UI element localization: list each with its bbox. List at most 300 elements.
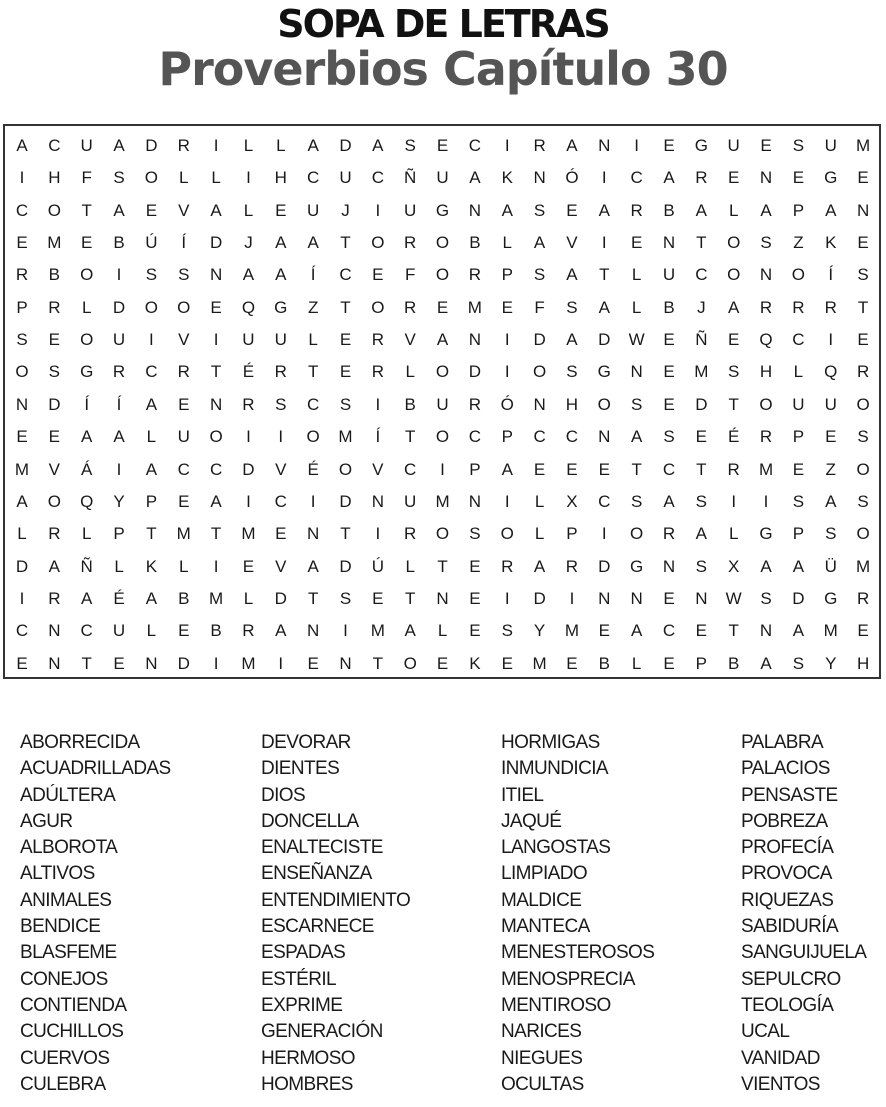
grid-letter[interactable]: N — [209, 394, 223, 414]
grid-letter[interactable]: R — [662, 524, 676, 544]
grid-letter[interactable]: D — [598, 556, 611, 576]
grid-letter[interactable]: E — [339, 362, 352, 382]
grid-letter[interactable]: O — [371, 297, 385, 317]
grid-letter[interactable]: A — [113, 200, 125, 220]
grid-letter[interactable]: D — [145, 136, 158, 155]
grid-letter[interactable]: S — [760, 588, 772, 608]
grid-letter[interactable]: Ú — [145, 233, 158, 253]
grid-letter[interactable]: E — [663, 394, 675, 414]
grid-letter[interactable]: E — [436, 297, 449, 317]
grid-letter[interactable]: N — [48, 621, 61, 641]
grid-letter[interactable]: D — [533, 588, 546, 608]
grid-letter[interactable]: A — [81, 588, 93, 608]
grid-letter[interactable]: N — [695, 588, 708, 608]
grid-letter[interactable]: O — [338, 459, 353, 479]
grid-letter[interactable]: L — [534, 491, 545, 511]
grid-letter[interactable]: T — [307, 362, 319, 382]
grid-letter[interactable]: L — [308, 330, 318, 350]
grid-letter[interactable]: I — [828, 330, 834, 350]
grid-letter[interactable]: U — [824, 136, 837, 155]
grid-letter[interactable]: O — [630, 524, 644, 544]
grid-letter[interactable]: N — [468, 491, 482, 511]
grid-letter[interactable]: D — [15, 556, 29, 576]
grid-letter[interactable]: O — [15, 362, 29, 382]
grid-letter[interactable]: J — [244, 233, 253, 253]
grid-letter[interactable]: L — [114, 556, 124, 576]
grid-letter[interactable]: U — [824, 394, 837, 414]
grid-letter[interactable]: U — [307, 200, 320, 220]
grid-letter[interactable]: E — [663, 653, 675, 673]
grid-letter[interactable]: E — [857, 621, 869, 641]
grid-letter[interactable]: N — [759, 168, 773, 188]
grid-letter[interactable]: A — [825, 200, 837, 220]
grid-letter[interactable]: N — [145, 653, 158, 673]
grid-letter[interactable]: P — [501, 427, 513, 447]
grid-letter[interactable]: S — [630, 394, 643, 414]
grid-letter[interactable]: R — [501, 556, 514, 576]
grid-letter[interactable]: N — [209, 265, 223, 285]
grid-letter[interactable]: Z — [793, 233, 804, 253]
grid-letter[interactable]: D — [339, 491, 352, 511]
grid-letter[interactable]: S — [275, 394, 287, 414]
grid-letter[interactable]: R — [630, 200, 643, 220]
grid-letter[interactable]: L — [276, 136, 286, 155]
grid-letter[interactable]: K — [825, 233, 837, 253]
grid-letter[interactable]: U — [112, 621, 126, 641]
grid-letter[interactable]: Ñ — [80, 556, 93, 576]
grid-letter[interactable]: A — [598, 200, 610, 220]
grid-letter[interactable]: R — [177, 362, 190, 382]
grid-letter[interactable]: U — [242, 330, 255, 350]
grid-letter[interactable]: K — [145, 556, 158, 576]
grid-letter[interactable]: M — [241, 524, 256, 544]
grid-letter[interactable]: B — [210, 621, 222, 641]
grid-letter[interactable]: M — [758, 459, 774, 479]
grid-letter[interactable]: I — [601, 233, 607, 253]
grid-letter[interactable]: Ñ — [695, 330, 708, 350]
grid-letter[interactable]: E — [436, 136, 449, 155]
grid-letter[interactable]: P — [792, 427, 805, 447]
grid-letter[interactable]: C — [209, 459, 223, 479]
grid-letter[interactable]: A — [566, 330, 578, 350]
grid-letter[interactable]: A — [501, 459, 513, 479]
grid-letter[interactable]: I — [601, 168, 607, 188]
grid-letter[interactable]: S — [663, 427, 675, 447]
grid-letter[interactable]: N — [598, 588, 611, 608]
grid-letter[interactable]: A — [663, 168, 675, 188]
grid-letter[interactable]: E — [792, 459, 805, 479]
grid-letter[interactable]: T — [210, 362, 222, 382]
grid-letter[interactable]: C — [371, 168, 384, 188]
grid-letter[interactable]: Í — [375, 427, 381, 447]
grid-letter[interactable]: E — [566, 459, 578, 479]
grid-letter[interactable]: C — [15, 200, 29, 220]
grid-letter[interactable]: P — [792, 524, 805, 544]
grid-letter[interactable]: A — [145, 394, 158, 414]
grid-letter[interactable]: E — [469, 556, 481, 576]
grid-letter[interactable]: M — [435, 491, 450, 511]
grid-letter[interactable]: A — [145, 459, 158, 479]
grid-letter[interactable]: E — [663, 136, 675, 155]
grid-letter[interactable]: C — [177, 459, 190, 479]
grid-letter[interactable]: T — [210, 524, 222, 544]
grid-letter[interactable]: É — [728, 427, 740, 447]
grid-letter[interactable]: L — [631, 653, 642, 673]
grid-letter[interactable]: R — [792, 297, 805, 317]
grid-letter[interactable]: O — [144, 297, 158, 317]
grid-letter[interactable]: I — [246, 168, 251, 188]
grid-letter[interactable]: N — [468, 200, 482, 220]
grid-letter[interactable]: Í — [116, 394, 122, 414]
grid-letter[interactable]: G — [759, 524, 773, 544]
grid-letter[interactable]: H — [48, 168, 61, 188]
grid-letter[interactable]: E — [792, 168, 805, 188]
grid-letter[interactable]: V — [372, 459, 384, 479]
grid-letter[interactable]: I — [149, 330, 154, 350]
grid-letter[interactable]: X — [566, 491, 578, 511]
grid-letter[interactable]: B — [598, 653, 610, 673]
grid-letter[interactable]: T — [696, 233, 707, 253]
grid-letter[interactable]: A — [566, 265, 578, 285]
grid-letter[interactable]: A — [792, 556, 805, 576]
grid-letter[interactable]: E — [178, 621, 190, 641]
grid-letter[interactable]: M — [176, 524, 191, 544]
grid-letter[interactable]: S — [857, 265, 869, 285]
grid-letter[interactable]: V — [275, 556, 287, 576]
grid-letter[interactable]: E — [501, 653, 513, 673]
grid-letter[interactable]: D — [792, 588, 805, 608]
grid-letter[interactable]: U — [274, 330, 287, 350]
grid-letter[interactable]: A — [436, 330, 449, 350]
grid-letter[interactable]: S — [825, 524, 837, 544]
grid-letter[interactable]: R — [242, 394, 255, 414]
grid-letter[interactable]: C — [15, 621, 29, 641]
grid-letter[interactable]: Q — [824, 362, 838, 382]
grid-letter[interactable]: C — [533, 427, 546, 447]
grid-letter[interactable]: H — [759, 362, 773, 382]
grid-letter[interactable]: A — [728, 297, 740, 317]
grid-letter[interactable]: E — [501, 297, 513, 317]
grid-letter[interactable]: Y — [113, 491, 125, 511]
grid-letter[interactable]: O — [856, 524, 870, 544]
grid-letter[interactable]: A — [598, 297, 610, 317]
grid-letter[interactable]: S — [792, 491, 805, 511]
grid-letter[interactable]: Y — [825, 653, 837, 673]
grid-letter[interactable]: N — [307, 621, 320, 641]
grid-letter[interactable]: O — [177, 297, 191, 317]
grid-letter[interactable]: I — [116, 459, 122, 479]
grid-letter[interactable]: R — [533, 136, 546, 155]
grid-letter[interactable]: R — [468, 265, 482, 285]
grid-letter[interactable]: M — [564, 621, 580, 641]
grid-letter[interactable]: S — [566, 297, 578, 317]
grid-letter[interactable]: V — [566, 233, 578, 253]
grid-letter[interactable]: E — [469, 588, 481, 608]
grid-letter[interactable]: L — [179, 556, 189, 576]
grid-letter[interactable]: E — [760, 136, 772, 155]
grid-letter[interactable]: L — [405, 362, 415, 382]
grid-letter[interactable]: I — [246, 427, 251, 447]
grid-letter[interactable]: E — [339, 330, 352, 350]
grid-letter[interactable]: I — [569, 588, 575, 608]
grid-letter[interactable]: U — [436, 168, 449, 188]
grid-letter[interactable]: E — [307, 653, 319, 673]
grid-letter[interactable]: N — [662, 233, 676, 253]
grid-letter[interactable]: A — [307, 556, 319, 576]
grid-letter[interactable]: A — [760, 556, 772, 576]
grid-letter[interactable]: U — [436, 394, 449, 414]
grid-letter[interactable]: A — [16, 491, 28, 511]
grid-letter[interactable]: R — [48, 297, 61, 317]
grid-letter[interactable]: Q — [80, 491, 94, 511]
grid-letter[interactable]: T — [437, 556, 448, 576]
grid-letter[interactable]: R — [48, 588, 61, 608]
grid-letter[interactable]: E — [113, 653, 125, 673]
grid-letter[interactable]: B — [663, 297, 675, 317]
grid-letter[interactable]: L — [631, 297, 642, 317]
grid-letter[interactable]: C — [48, 136, 61, 155]
grid-letter[interactable]: D — [695, 394, 708, 414]
grid-letter[interactable]: A — [760, 653, 772, 673]
grid-letter[interactable]: N — [598, 427, 611, 447]
grid-letter[interactable]: O — [856, 394, 870, 414]
grid-letter[interactable]: N — [598, 136, 611, 155]
grid-letter[interactable]: B — [728, 653, 740, 673]
grid-letter[interactable]: U — [404, 491, 417, 511]
grid-letter[interactable]: L — [728, 200, 739, 220]
grid-letter[interactable]: A — [113, 427, 125, 447]
grid-letter[interactable]: V — [275, 459, 287, 479]
grid-letter[interactable]: E — [469, 621, 481, 641]
grid-letter[interactable]: T — [631, 459, 642, 479]
grid-letter[interactable]: A — [145, 588, 158, 608]
grid-letter[interactable]: U — [792, 394, 805, 414]
grid-letter[interactable]: E — [695, 427, 708, 447]
grid-letter[interactable]: O — [80, 265, 94, 285]
grid-letter[interactable]: E — [857, 168, 869, 188]
grid-letter[interactable]: A — [501, 200, 513, 220]
grid-letter[interactable]: D — [112, 297, 126, 317]
grid-letter[interactable]: I — [504, 330, 510, 350]
grid-letter[interactable]: L — [211, 168, 221, 188]
grid-letter[interactable]: C — [565, 427, 579, 447]
grid-letter[interactable]: O — [371, 233, 385, 253]
grid-letter[interactable]: A — [630, 427, 643, 447]
grid-letter[interactable]: R — [404, 524, 417, 544]
grid-letter[interactable]: É — [113, 588, 125, 608]
grid-letter[interactable]: E — [663, 330, 675, 350]
grid-letter[interactable]: D — [209, 233, 223, 253]
grid-letter[interactable]: P — [16, 297, 28, 317]
grid-letter[interactable]: S — [695, 491, 708, 511]
grid-letter[interactable]: U — [404, 200, 417, 220]
grid-letter[interactable]: O — [727, 265, 741, 285]
grid-letter[interactable]: L — [146, 427, 157, 447]
grid-letter[interactable]: Ü — [824, 556, 837, 576]
grid-letter[interactable]: N — [630, 588, 643, 608]
grid-letter[interactable]: E — [16, 233, 28, 253]
grid-letter[interactable]: T — [372, 653, 384, 673]
grid-letter[interactable]: I — [634, 136, 639, 155]
grid-letter[interactable]: A — [695, 524, 708, 544]
grid-letter[interactable]: M — [856, 136, 871, 155]
grid-letter[interactable]: N — [533, 394, 546, 414]
grid-letter[interactable]: T — [146, 524, 157, 544]
grid-letter[interactable]: A — [113, 136, 125, 155]
grid-letter[interactable]: P — [566, 524, 578, 544]
grid-letter[interactable]: T — [81, 200, 92, 220]
grid-letter[interactable]: E — [598, 459, 610, 479]
grid-letter[interactable]: Í — [828, 265, 834, 285]
grid-letter[interactable]: J — [697, 297, 706, 317]
grid-letter[interactable]: B — [113, 233, 125, 253]
grid-letter[interactable]: H — [565, 394, 579, 414]
grid-letter[interactable]: M — [47, 233, 62, 253]
grid-letter[interactable]: E — [372, 588, 384, 608]
grid-letter[interactable]: C — [307, 394, 320, 414]
grid-letter[interactable]: A — [307, 136, 319, 155]
grid-letter[interactable]: O — [435, 233, 450, 253]
grid-letter[interactable]: S — [533, 265, 546, 285]
grid-letter[interactable]: T — [728, 394, 739, 414]
grid-letter[interactable]: R — [727, 459, 740, 479]
grid-letter[interactable]: A — [307, 233, 319, 253]
grid-letter[interactable]: N — [468, 330, 482, 350]
grid-letter[interactable]: R — [856, 362, 870, 382]
grid-letter[interactable]: T — [340, 297, 351, 317]
grid-letter[interactable]: N — [15, 394, 29, 414]
grid-letter[interactable]: S — [792, 653, 805, 673]
grid-letter[interactable]: U — [177, 427, 190, 447]
grid-letter[interactable]: U — [339, 168, 352, 188]
grid-letter[interactable]: E — [695, 621, 708, 641]
grid-letter[interactable]: R — [404, 233, 417, 253]
grid-letter[interactable]: D — [533, 330, 546, 350]
grid-letter[interactable]: S — [113, 168, 125, 188]
grid-letter[interactable]: T — [404, 588, 416, 608]
grid-letter[interactable]: C — [662, 459, 676, 479]
grid-letter[interactable]: A — [16, 136, 28, 155]
grid-letter[interactable]: T — [307, 588, 319, 608]
grid-letter[interactable]: D — [598, 330, 611, 350]
grid-letter[interactable]: R — [177, 136, 190, 155]
grid-letter[interactable]: A — [242, 265, 255, 285]
grid-letter[interactable]: S — [760, 233, 772, 253]
grid-letter[interactable]: L — [728, 524, 739, 544]
grid-letter[interactable]: I — [213, 653, 219, 673]
grid-letter[interactable]: T — [599, 265, 610, 285]
grid-letter[interactable]: U — [727, 136, 740, 155]
grid-letter[interactable]: Ñ — [404, 168, 417, 188]
grid-letter[interactable]: Z — [825, 459, 836, 479]
grid-letter[interactable]: D — [48, 394, 61, 414]
grid-letter[interactable]: K — [469, 653, 481, 673]
grid-letter[interactable]: E — [728, 168, 740, 188]
grid-letter[interactable]: C — [145, 362, 158, 382]
grid-letter[interactable]: O — [597, 394, 611, 414]
grid-letter[interactable]: L — [793, 362, 804, 382]
grid-letter[interactable]: A — [48, 556, 61, 576]
grid-letter[interactable]: S — [695, 556, 708, 576]
grid-letter[interactable]: T — [340, 233, 351, 253]
grid-letter[interactable]: R — [242, 621, 255, 641]
grid-letter[interactable]: E — [436, 653, 449, 673]
grid-letter[interactable]: U — [80, 136, 93, 155]
grid-letter[interactable]: E — [533, 459, 546, 479]
grid-letter[interactable]: G — [597, 362, 611, 382]
grid-letter[interactable]: A — [210, 200, 222, 220]
grid-letter[interactable]: I — [504, 362, 510, 382]
grid-letter[interactable]: V — [48, 459, 61, 479]
grid-letter[interactable]: E — [663, 362, 675, 382]
grid-letter[interactable]: E — [728, 330, 740, 350]
grid-letter[interactable]: A — [792, 621, 805, 641]
grid-letter[interactable]: D — [242, 459, 255, 479]
grid-letter[interactable]: E — [16, 427, 28, 447]
grid-letter[interactable]: R — [371, 330, 384, 350]
grid-letter[interactable]: L — [146, 621, 157, 641]
grid-letter[interactable]: I — [116, 265, 122, 285]
grid-letter[interactable]: G — [274, 297, 288, 317]
grid-letter[interactable]: I — [375, 524, 381, 544]
grid-letter[interactable]: S — [501, 621, 513, 641]
grid-letter[interactable]: R — [468, 394, 482, 414]
grid-letter[interactable]: P — [113, 524, 125, 544]
grid-letter[interactable]: I — [731, 491, 737, 511]
grid-letter[interactable]: Í — [310, 265, 316, 285]
grid-letter[interactable]: D — [339, 556, 352, 576]
grid-letter[interactable]: E — [16, 653, 28, 673]
grid-letter[interactable]: O — [500, 524, 514, 544]
grid-letter[interactable]: A — [695, 200, 708, 220]
grid-letter[interactable]: M — [241, 653, 256, 673]
grid-letter[interactable]: M — [467, 297, 482, 317]
grid-letter[interactable]: R — [274, 362, 287, 382]
grid-letter[interactable]: S — [792, 136, 805, 155]
grid-letter[interactable]: G — [694, 136, 708, 155]
grid-letter[interactable]: C — [598, 491, 611, 511]
grid-letter[interactable]: O — [47, 491, 61, 511]
grid-letter[interactable]: C — [630, 168, 643, 188]
grid-letter[interactable]: G — [80, 362, 94, 382]
grid-letter[interactable]: S — [178, 265, 190, 285]
grid-letter[interactable]: R — [759, 297, 773, 317]
grid-letter[interactable]: C — [339, 265, 352, 285]
grid-letter[interactable]: Y — [533, 621, 546, 641]
grid-letter[interactable]: I — [19, 588, 25, 608]
grid-letter[interactable]: J — [341, 200, 350, 220]
grid-letter[interactable]: C — [468, 136, 482, 155]
grid-letter[interactable]: C — [404, 459, 417, 479]
grid-letter[interactable]: R — [15, 265, 29, 285]
grid-letter[interactable]: Q — [759, 330, 773, 350]
grid-letter[interactable]: G — [630, 556, 644, 576]
grid-letter[interactable]: A — [566, 136, 578, 155]
grid-letter[interactable]: E — [210, 297, 222, 317]
grid-letter[interactable]: O — [144, 168, 158, 188]
grid-letter[interactable]: C — [468, 427, 482, 447]
grid-letter[interactable]: R — [371, 362, 384, 382]
grid-letter[interactable]: T — [857, 297, 869, 317]
grid-letter[interactable]: M — [338, 427, 353, 447]
grid-letter[interactable]: V — [178, 200, 190, 220]
grid-letter[interactable]: M — [370, 621, 385, 641]
grid-letter[interactable]: E — [372, 265, 384, 285]
grid-letter[interactable]: T — [340, 524, 351, 544]
grid-letter[interactable]: E — [178, 394, 190, 414]
grid-letter[interactable]: D — [274, 588, 287, 608]
grid-letter[interactable]: H — [274, 168, 287, 188]
